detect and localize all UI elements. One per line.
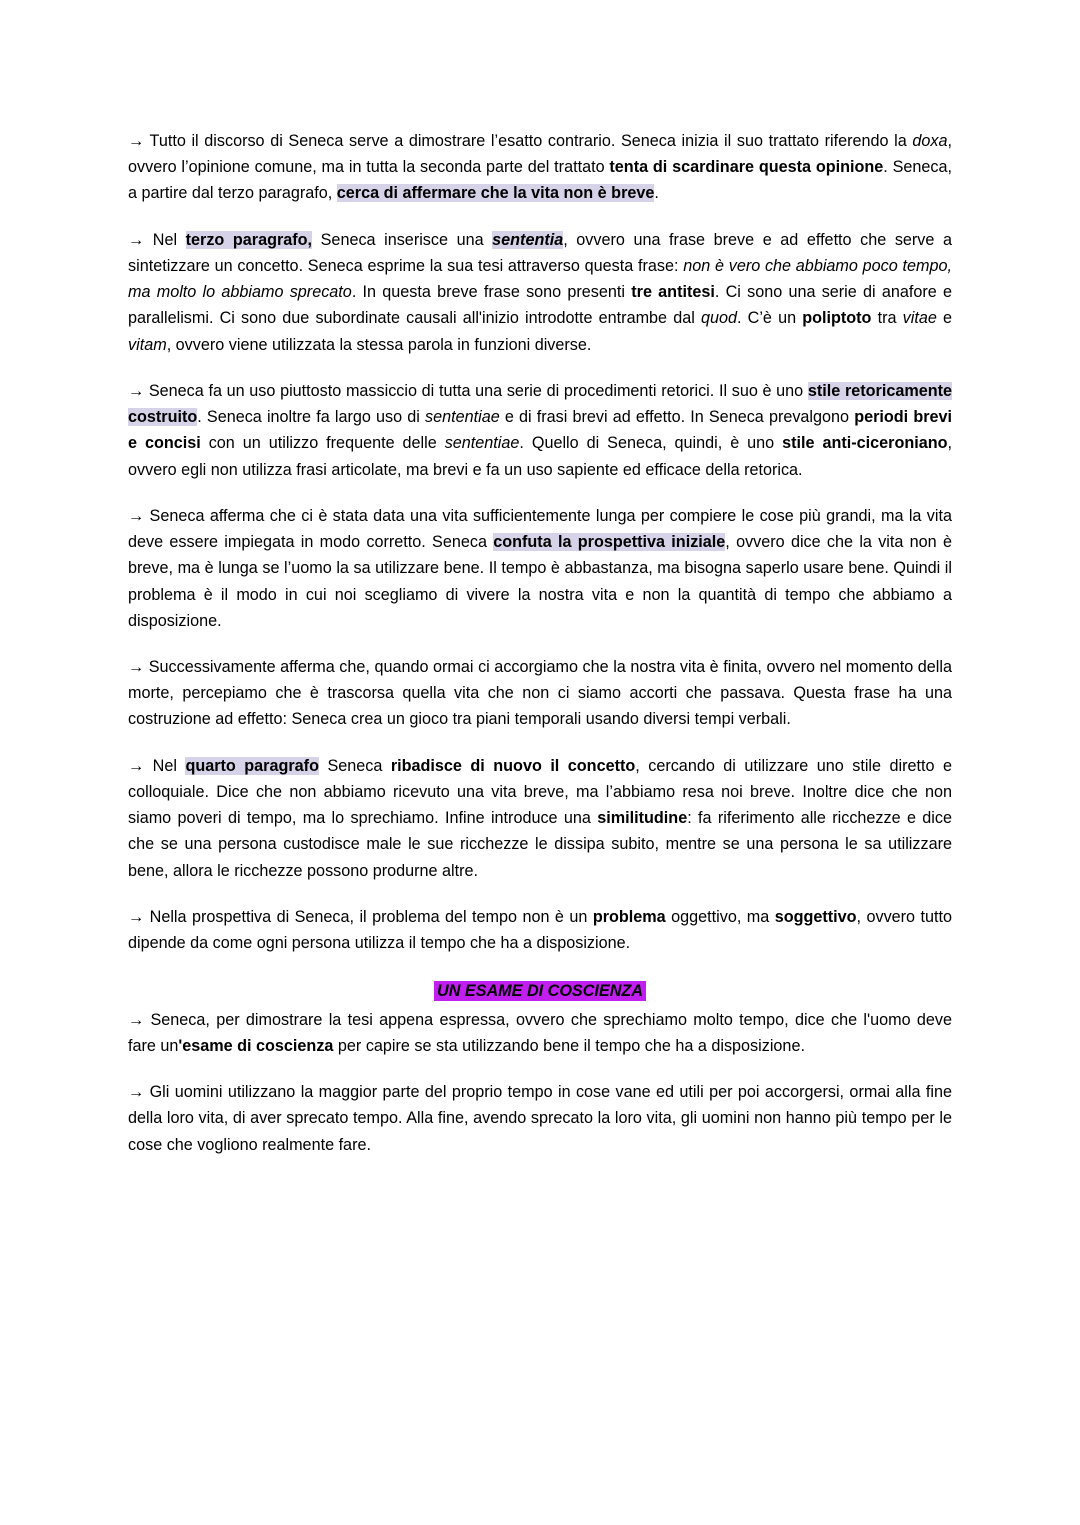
text-run: → Nella prospettiva di Seneca, il problema del tempo non è un bbox=[128, 907, 593, 926]
text-run: → Gli uomini utilizzano la maggior parte del proprio tempo in cose vane ed utili per poi accorgersi, ormai alla fine della loro vita, di aver sprecato tempo. Alla fine, avendo sprecato la loro vita, gli uomini non hanno più tempo per le cose che vogliono realmente fare. bbox=[128, 1083, 952, 1154]
text-run: tra bbox=[871, 309, 903, 328]
text-run: e di frasi brevi ad effetto. In Seneca prevalgono bbox=[499, 408, 855, 427]
section-heading bbox=[128, 978, 952, 1004]
text-run-italic: doxa bbox=[912, 132, 948, 150]
text-run: con un utilizzo frequente delle bbox=[200, 434, 445, 453]
highlight-lavender: sententia bbox=[492, 230, 564, 249]
text-run: , ovvero tutto dipende da come ogni persona utilizza il tempo che ha a disposizione. bbox=[128, 907, 952, 953]
text-run: . Seneca, a partire dal terzo paragrafo, bbox=[128, 158, 952, 203]
text-run-bold: poliptoto bbox=[802, 309, 872, 328]
text-run: → Successivamente afferma che, quando ormai ci accorgiamo che la nostra vita è finita, ovvero nel momento della morte, percepiamo che è trascorsa quella vita che non ci siamo accorti che passava. Questa frase ha una costruzione ad effetto: Seneca crea un gioco tra piani temporali usando diversi tempi verbali. bbox=[128, 657, 952, 729]
highlight-lavender: stile retoricamente costruito bbox=[128, 381, 953, 427]
paragraph bbox=[128, 1079, 952, 1158]
text-run-italic: non è vero che abbiamo poco tempo, ma molto lo abbiamo sprecato bbox=[128, 256, 952, 302]
text-run-italic: vitae bbox=[902, 309, 937, 328]
paragraph bbox=[128, 904, 952, 956]
text-run: , ovvero dice che la vita non è breve, ma è lunga se l’uomo la sa utilizzare bene. Il tempo è abbastanza, ma bisogna saperlo usare bene. Quindi il problema è il modo in cui noi scegliamo di vivere la nostra vita e non la quantità di tempo che abbiamo a disposizione. bbox=[128, 533, 952, 630]
paragraph bbox=[128, 503, 952, 634]
text-run-bold: stile anti-ciceroniano bbox=[782, 434, 948, 453]
text-run: e bbox=[936, 309, 952, 328]
text-run-bold: similitudine bbox=[597, 809, 688, 828]
text-run: , ovvero egli non utilizza frasi articolate, ma brevi e fa un uso sapiente ed efficace della retorica. bbox=[128, 434, 953, 479]
highlight-lavender: confuta la prospettiva iniziale bbox=[493, 533, 726, 552]
text-run: . Quello di Seneca, quindi, è uno bbox=[519, 434, 783, 453]
highlight-lavender: cerca di affermare che la vita non è breve bbox=[336, 184, 655, 203]
text-run: , ovvero una frase breve e ad effetto che serve a sintetizzare un concetto. Seneca esprime la sua tesi attraverso questa frase: bbox=[128, 230, 952, 275]
document-body bbox=[128, 128, 952, 1158]
text-run-bold: soggettivo bbox=[774, 907, 857, 926]
text-run: . Seneca inoltre fa largo uso di bbox=[197, 408, 425, 427]
text-run-bold: 'esame di coscienza bbox=[178, 1036, 334, 1055]
text-run: . Ci sono una serie di anafore e parallelismi. Ci sono due subordinate causali all'inizio introdotte entrambe dal bbox=[128, 283, 952, 328]
text-run: → Seneca afferma che ci è stata data una vita sufficientemente lunga per compiere le cose più grandi, ma la vita deve essere impiegata in modo corretto. Seneca bbox=[128, 506, 952, 552]
text-run: , ovvero l’opinione comune, ma in tutta la seconda parte del trattato bbox=[128, 132, 952, 177]
text-run: Seneca bbox=[318, 756, 391, 775]
text-run-bold: tenta di scardinare questa opinione bbox=[609, 158, 884, 177]
text-run-italic: sententiae bbox=[444, 434, 520, 453]
highlight-lavender: quarto paragrafo bbox=[185, 756, 319, 775]
text-run: oggettivo, ma bbox=[665, 907, 775, 926]
text-run: . bbox=[654, 184, 659, 203]
text-run: : fa riferimento alle ricchezze e dice che se una persona custodisce male le sue ricchezze le dissipa subito, mentre se una persona le sa utilizzare bene, allora le ricchezze possono produrne altre. bbox=[128, 809, 952, 880]
text-run: , ovvero viene utilizzata la stessa parola in funzioni diverse. bbox=[166, 335, 592, 354]
text-run: → Seneca fa un uso piuttosto massiccio di tutta una serie di procedimenti retorici. Il suo è uno bbox=[128, 381, 808, 400]
text-run: Seneca inserisce una bbox=[312, 230, 493, 249]
section-heading-label: UN ESAME DI COSCIENZA bbox=[434, 981, 646, 1001]
paragraph bbox=[128, 378, 952, 483]
text-run-bold: periodi brevi e concisi bbox=[128, 408, 953, 453]
paragraph bbox=[128, 654, 952, 733]
text-run-italic: sententiae bbox=[425, 408, 500, 427]
text-run: . In questa breve frase sono presenti bbox=[351, 283, 632, 302]
text-run: per capire se sta utilizzando bene il tempo che ha a disposizione. bbox=[333, 1036, 805, 1055]
highlight-lavender: terzo paragrafo, bbox=[185, 230, 313, 249]
text-run-bold: problema bbox=[592, 907, 666, 926]
paragraph bbox=[128, 753, 952, 884]
text-run: , cercando di utilizzare uno stile diretto e colloquiale. Dice che non abbiamo ricevuto una vita breve, ma l’abbiamo resa noi breve. Inoltre dice che non siamo poveri di tempo, ma lo sprechiamo. Infine introduce una bbox=[128, 756, 952, 828]
paragraph bbox=[128, 227, 952, 358]
paragraph bbox=[128, 1007, 952, 1059]
text-run: → Nel bbox=[128, 230, 186, 249]
text-run: . C’è un bbox=[736, 309, 803, 328]
paragraph bbox=[128, 128, 952, 207]
text-run-bold: tre antitesi bbox=[631, 283, 715, 302]
text-run-italic: vitam bbox=[128, 335, 167, 354]
text-run: → Seneca, per dimostrare la tesi appena espressa, ovvero che sprechiamo molto tempo, dice che l'uomo deve fare un bbox=[128, 1010, 952, 1055]
text-run-italic: quod bbox=[700, 309, 737, 328]
text-run: → Nel bbox=[128, 756, 186, 775]
text-run-bold: ribadisce di nuovo il concetto bbox=[390, 756, 636, 775]
text-run: → Tutto il discorso di Seneca serve a dimostrare l’esatto contrario. Seneca inizia il suo trattato riferendo la bbox=[128, 132, 913, 150]
